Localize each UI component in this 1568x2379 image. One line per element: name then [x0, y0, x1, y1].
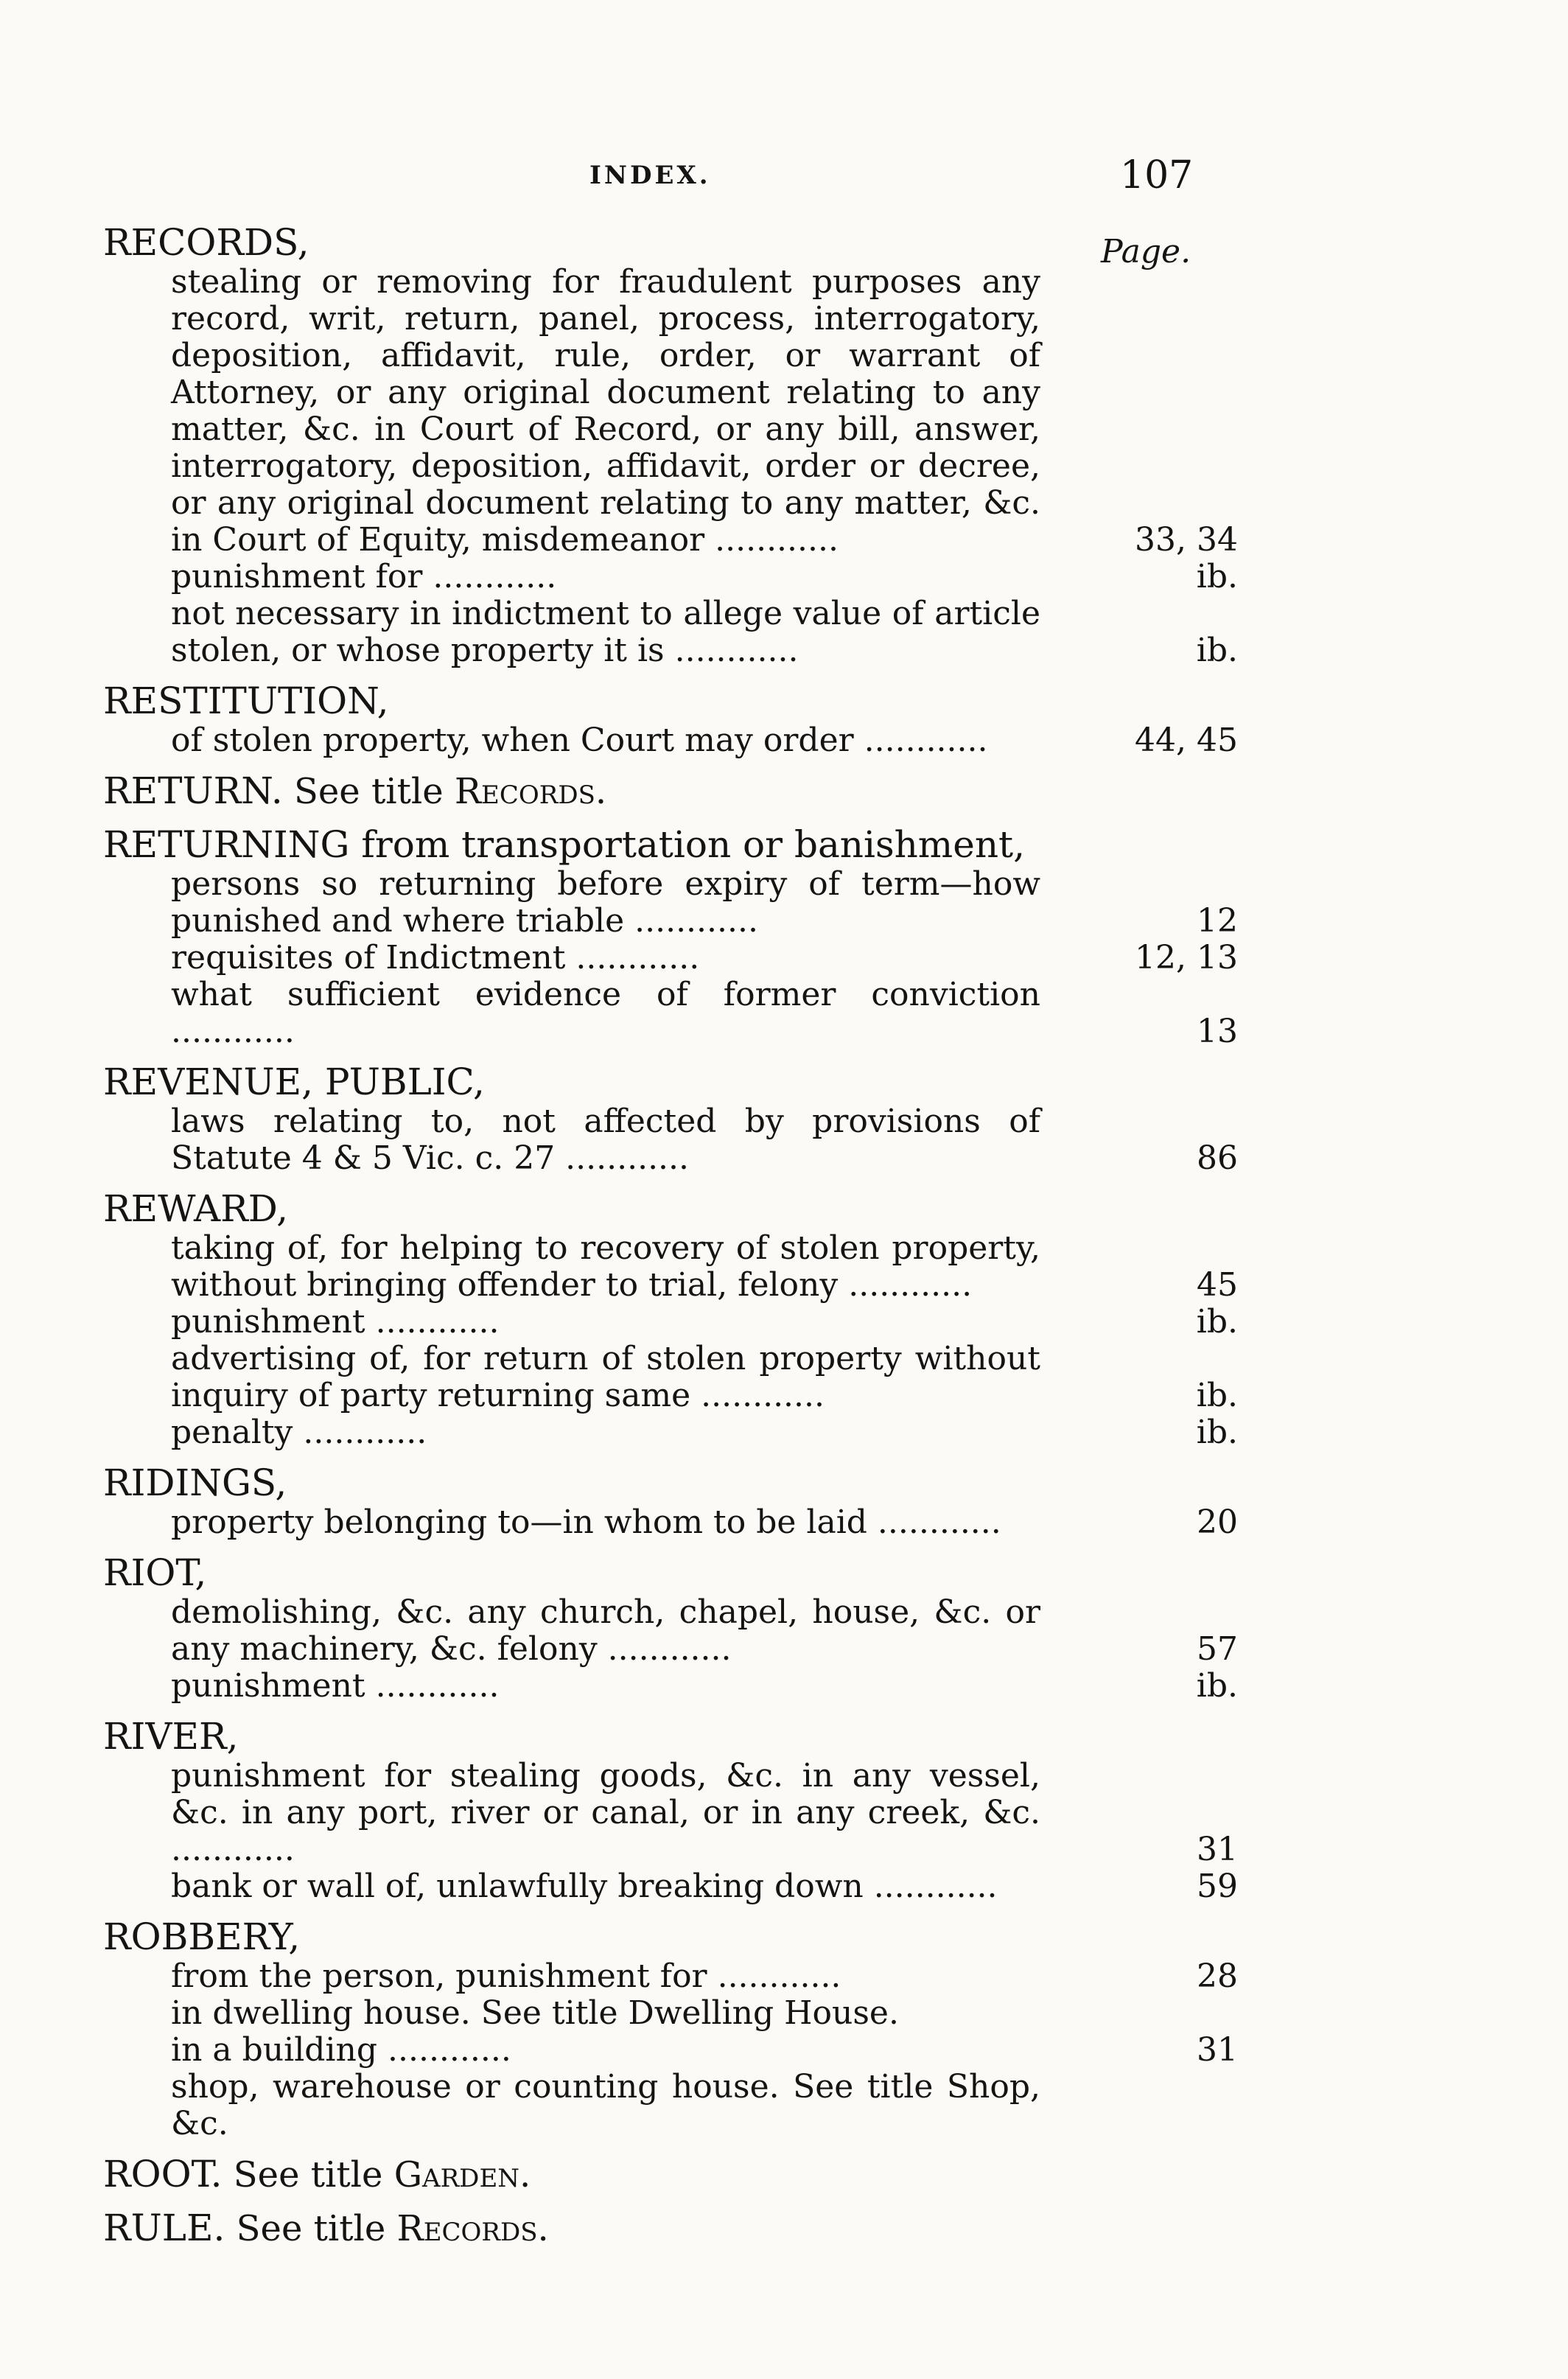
- index-entry: [0, 680, 1568, 759]
- sub-entry: [0, 1594, 1568, 1668]
- sub-entry: [0, 866, 1568, 940]
- entry-heading-text: REWARD,: [103, 1187, 289, 1230]
- running-head: [0, 153, 1568, 205]
- entry-heading: [0, 1715, 1568, 1758]
- see-reference: See title Records.: [225, 2208, 549, 2249]
- index-entry: [0, 1551, 1568, 1705]
- sub-entry: [0, 2032, 1568, 2069]
- sub-entry-text: advertising of, for return of stolen property without inquiry of party returning same ............: [171, 1340, 1040, 1414]
- page-number: 107: [1120, 153, 1194, 198]
- page-reference: 33, 34: [1135, 521, 1238, 559]
- page-reference: ib.: [1196, 632, 1238, 669]
- entry-heading: [0, 823, 1568, 866]
- sub-entry-text: persons so returning before expiry of term—how punished and where triable ............: [171, 865, 1040, 940]
- index-entry: [0, 2207, 1568, 2250]
- sub-entry-text: of stolen property, when Court may order ............: [171, 722, 988, 759]
- see-title: Garden.: [393, 2154, 531, 2195]
- entry-heading-text: RULE.: [103, 2207, 225, 2249]
- index-entry: [0, 1061, 1568, 1177]
- sub-entry: [0, 559, 1568, 595]
- page-column-label: Page.: [1101, 233, 1191, 270]
- sub-entry: [0, 264, 1568, 559]
- page-reference: 12, 13: [1135, 939, 1238, 977]
- running-title: INDEX.: [589, 161, 711, 190]
- entry-heading-text: RIVER,: [103, 1715, 239, 1758]
- entry-heading: [0, 769, 1568, 813]
- entry-heading: [0, 680, 1568, 722]
- see-title: Records.: [396, 2208, 549, 2249]
- sub-entry: [0, 722, 1568, 759]
- sub-entry-text: taking of, for helping to recovery of stolen property, without bringing offender to trial, felony ............: [171, 1229, 1040, 1304]
- see-reference: See title Records.: [282, 771, 607, 812]
- sub-entry-text: what sufficient evidence of former conviction ............: [171, 976, 1040, 1050]
- page-reference: ib.: [1196, 1303, 1238, 1341]
- sub-entry: [0, 1230, 1568, 1304]
- see-title: Records.: [454, 771, 607, 812]
- sub-entry: [0, 1504, 1568, 1541]
- entry-heading: [0, 1061, 1568, 1103]
- page-reference: ib.: [1196, 1667, 1238, 1705]
- sub-entry: [0, 1414, 1568, 1451]
- entry-heading: [0, 1187, 1568, 1230]
- entry-heading: [0, 1551, 1568, 1594]
- index-entry: [0, 221, 1568, 669]
- page-reference: ib.: [1196, 558, 1238, 595]
- index-entries: [0, 221, 1568, 2250]
- sub-entry: [0, 977, 1568, 1050]
- sub-entry: [0, 1341, 1568, 1414]
- sub-entry: [0, 1103, 1568, 1177]
- entry-heading-text: RECORDS,: [103, 221, 309, 264]
- sub-entry-text: shop, warehouse or counting house. See title Shop, &c.: [171, 2068, 1040, 2142]
- sub-entry-text: property belonging to—in whom to be laid ............: [171, 1503, 1001, 1541]
- page-reference: ib.: [1196, 1414, 1238, 1451]
- entry-heading: [0, 2153, 1568, 2196]
- sub-entry: [0, 1304, 1568, 1341]
- sub-entry-text: not necessary in indictment to allege value of article stolen, or whose property it is ............: [171, 595, 1040, 669]
- page-reference: 20: [1197, 1503, 1238, 1541]
- sub-entry-text: demolishing, &c. any church, chapel, house, &c. or any machinery, &c. felony ............: [171, 1593, 1040, 1668]
- entry-heading: [0, 2207, 1568, 2250]
- index-entry: [0, 823, 1568, 1050]
- index-entry: [0, 769, 1568, 813]
- index-entry: [0, 1187, 1568, 1451]
- page-reference: 44, 45: [1135, 722, 1238, 759]
- entry-heading: [0, 1461, 1568, 1504]
- sub-entry-text: punishment ............: [171, 1303, 500, 1341]
- sub-entry: [0, 940, 1568, 977]
- sub-entry: [0, 595, 1568, 669]
- page-reference: ib.: [1196, 1377, 1238, 1414]
- page-reference: 28: [1197, 1957, 1238, 1995]
- page-reference: 86: [1197, 1139, 1238, 1177]
- entry-heading-text: RIOT,: [103, 1551, 207, 1594]
- sub-entry-text: punishment ............: [171, 1667, 500, 1705]
- index-entry: [0, 1715, 1568, 1905]
- entry-heading: [0, 221, 1568, 264]
- sub-entry-text: in a building ............: [171, 2031, 511, 2069]
- page-reference: 31: [1197, 1831, 1238, 1868]
- entry-heading: [0, 1915, 1568, 1958]
- see-reference: See title Garden.: [222, 2154, 531, 2195]
- entry-heading-text: RETURN.: [103, 769, 283, 812]
- index-entry: [0, 1915, 1568, 2142]
- entry-heading-text: ROBBERY,: [103, 1915, 301, 1958]
- sub-entry-text: penalty ............: [171, 1414, 427, 1451]
- entry-heading-text: RIDINGS,: [103, 1461, 287, 1504]
- entry-heading-text: RETURNING from transportation or banishment,: [103, 823, 1026, 866]
- page-reference: 57: [1197, 1630, 1238, 1668]
- entry-heading-text: ROOT.: [103, 2153, 223, 2195]
- sub-entry-text: punishment for stealing goods, &c. in any vessel, &c. in any port, river or canal, or in any creek, &c. ............: [171, 1757, 1040, 1868]
- sub-entry-text: bank or wall of, unlawfully breaking down ............: [171, 1868, 998, 1905]
- sub-entry-text: requisites of Indictment ............: [171, 939, 700, 977]
- sub-entry: [0, 1958, 1568, 1995]
- entry-heading-text: REVENUE, PUBLIC,: [103, 1061, 485, 1103]
- page-reference: 59: [1197, 1868, 1238, 1905]
- page-reference: 45: [1197, 1266, 1238, 1304]
- sub-entry-text: from the person, punishment for ............: [171, 1957, 841, 1995]
- sub-entry: [0, 1668, 1568, 1705]
- sub-entry: [0, 1868, 1568, 1905]
- sub-entry-text: in dwelling house. See title Dwelling House.: [171, 1994, 899, 2032]
- sub-entry-text: laws relating to, not affected by provisions of Statute 4 & 5 Vic. c. 27 ............: [171, 1103, 1040, 1177]
- index-entry: [0, 2153, 1568, 2196]
- index-entry: [0, 1461, 1568, 1541]
- page-reference: 12: [1197, 902, 1238, 940]
- sub-entry-text: stealing or removing for fraudulent purposes any record, writ, return, panel, process, interrogatory, deposition, affidavit, rule, order, or warrant of Attorney, or any original document relating to any matter, &c. in Court of Record, or any bill, answer, interrogatory, deposition, affidavit, order or decree, or any original document relating to any matter, &c. in Court of Equity, misdemeanor ............: [171, 263, 1040, 559]
- entry-heading-text: RESTITUTION,: [103, 680, 389, 722]
- sub-entry-text: punishment for ............: [171, 558, 557, 595]
- page-reference: 31: [1197, 2031, 1238, 2069]
- page-reference: 13: [1197, 1013, 1238, 1050]
- sub-entry: [0, 1758, 1568, 1868]
- sub-entry: [0, 1995, 1568, 2032]
- sub-entry: [0, 2069, 1568, 2142]
